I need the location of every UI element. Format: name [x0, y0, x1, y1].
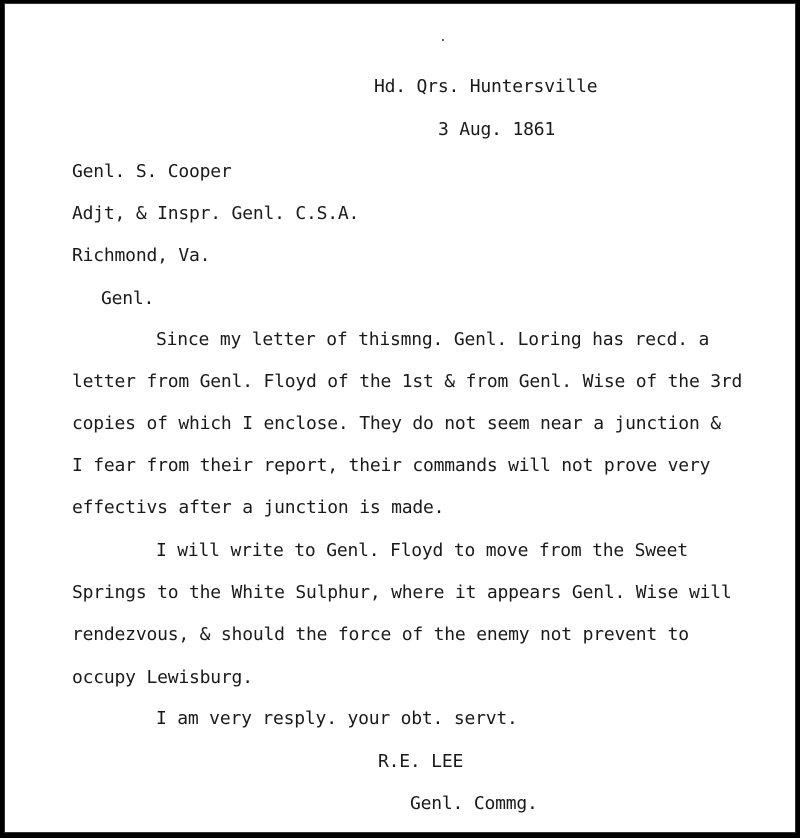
signature-title: Genl. Commg. — [410, 793, 538, 814]
heading-place: Hd. Qrs. Huntersville — [374, 76, 598, 97]
recipient-location: Richmond, Va. — [72, 245, 211, 266]
salutation: Genl. — [101, 288, 155, 309]
body-line: rendezvous, & should the force of the enemy not prevent to — [72, 624, 689, 645]
recipient-name: Genl. S. Cooper — [72, 161, 232, 182]
body-line: copies of which I enclose. They do not seem near a junction & — [72, 413, 721, 434]
body-line: Since my letter of thismng. Genl. Loring has recd. a — [156, 329, 710, 350]
signature: R.E. LEE — [378, 751, 464, 772]
body-line: occupy Lewisburg. — [72, 667, 253, 688]
body-line: effectivs after a junction is made. — [72, 497, 445, 518]
paper-speck — [442, 39, 444, 41]
heading-date: 3 Aug. 1861 — [438, 119, 556, 140]
body-line: I fear from their report, their commands will not prove very — [72, 455, 711, 476]
body-line: I will write to Genl. Floyd to move from the Sweet — [156, 540, 688, 561]
body-line: letter from Genl. Floyd of the 1st & from Genl. Wise of the 3rd — [72, 371, 743, 392]
recipient-title: Adjt, & Inspr. Genl. C.S.A. — [72, 203, 360, 224]
body-line: Springs to the White Sulphur, where it appears Genl. Wise will — [72, 582, 732, 603]
closing-line: I am very resply. your obt. servt. — [156, 708, 518, 729]
